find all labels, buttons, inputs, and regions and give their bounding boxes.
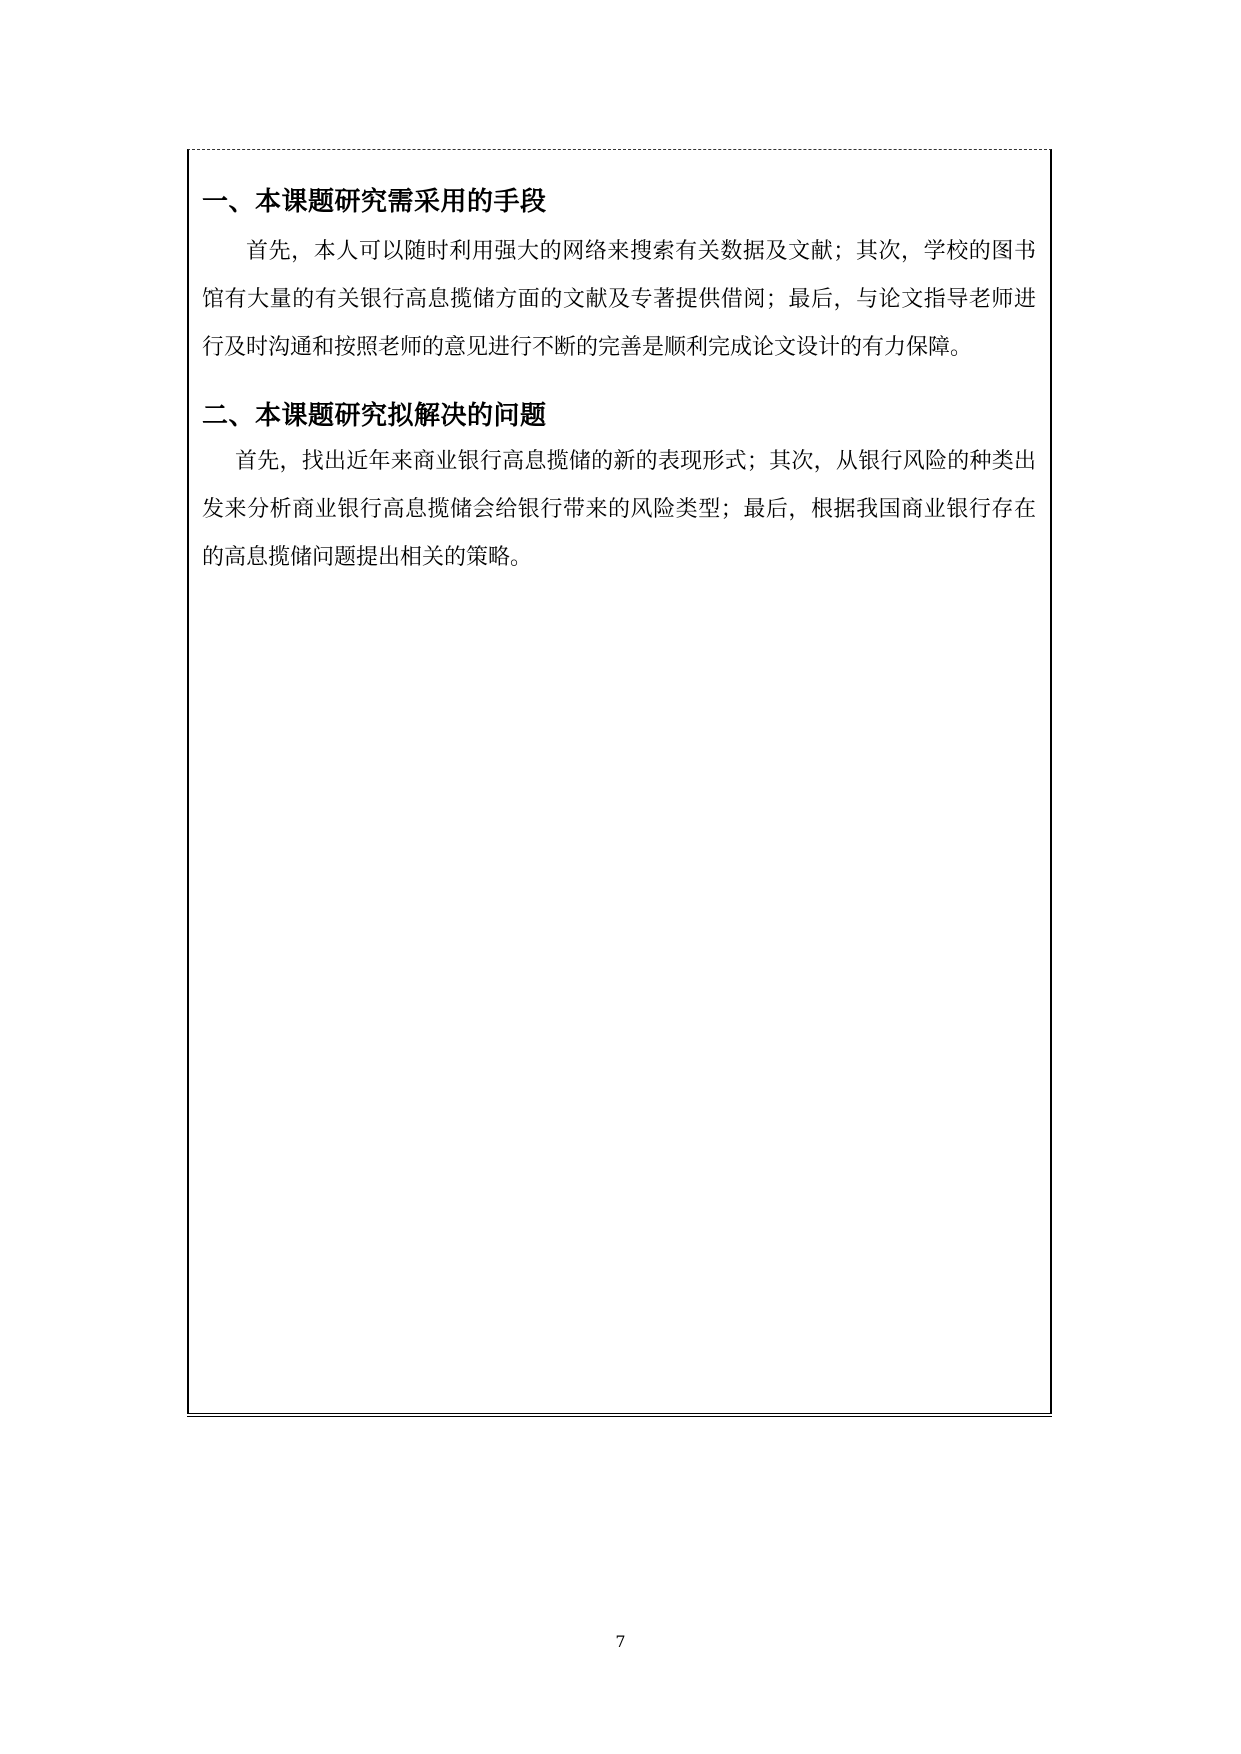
section-heading-problems: 二、本课题研究拟解决的问题 [202,401,547,431]
page-number: 7 [615,1632,626,1651]
form-table-cell [187,149,1052,1413]
section-body-methods: 首先，本人可以随时利用强大的网络来搜索有关数据及文献；其次，学校的图书馆有大量的有关银行高息揽储方面的文献及专著提供借阅；最后，与论文指导老师进行及时沟通和按照老师的意见进行不断的完善是顺利完成论文设计的有力保障。 [202,239,1036,360]
cell-content [202,184,1036,582]
section-heading-methods: 一、本课题研究需采用的手段 [202,187,547,217]
table-bottom-border [187,1413,1052,1417]
section-body-problems: 首先，找出近年来商业银行高息揽储的新的表现形式；其次，从银行风险的种类出发来分析商业银行高息揽储会给银行带来的风险类型；最后，根据我国商业银行存在的高息揽储问题提出相关的策略。 [202,449,1036,570]
